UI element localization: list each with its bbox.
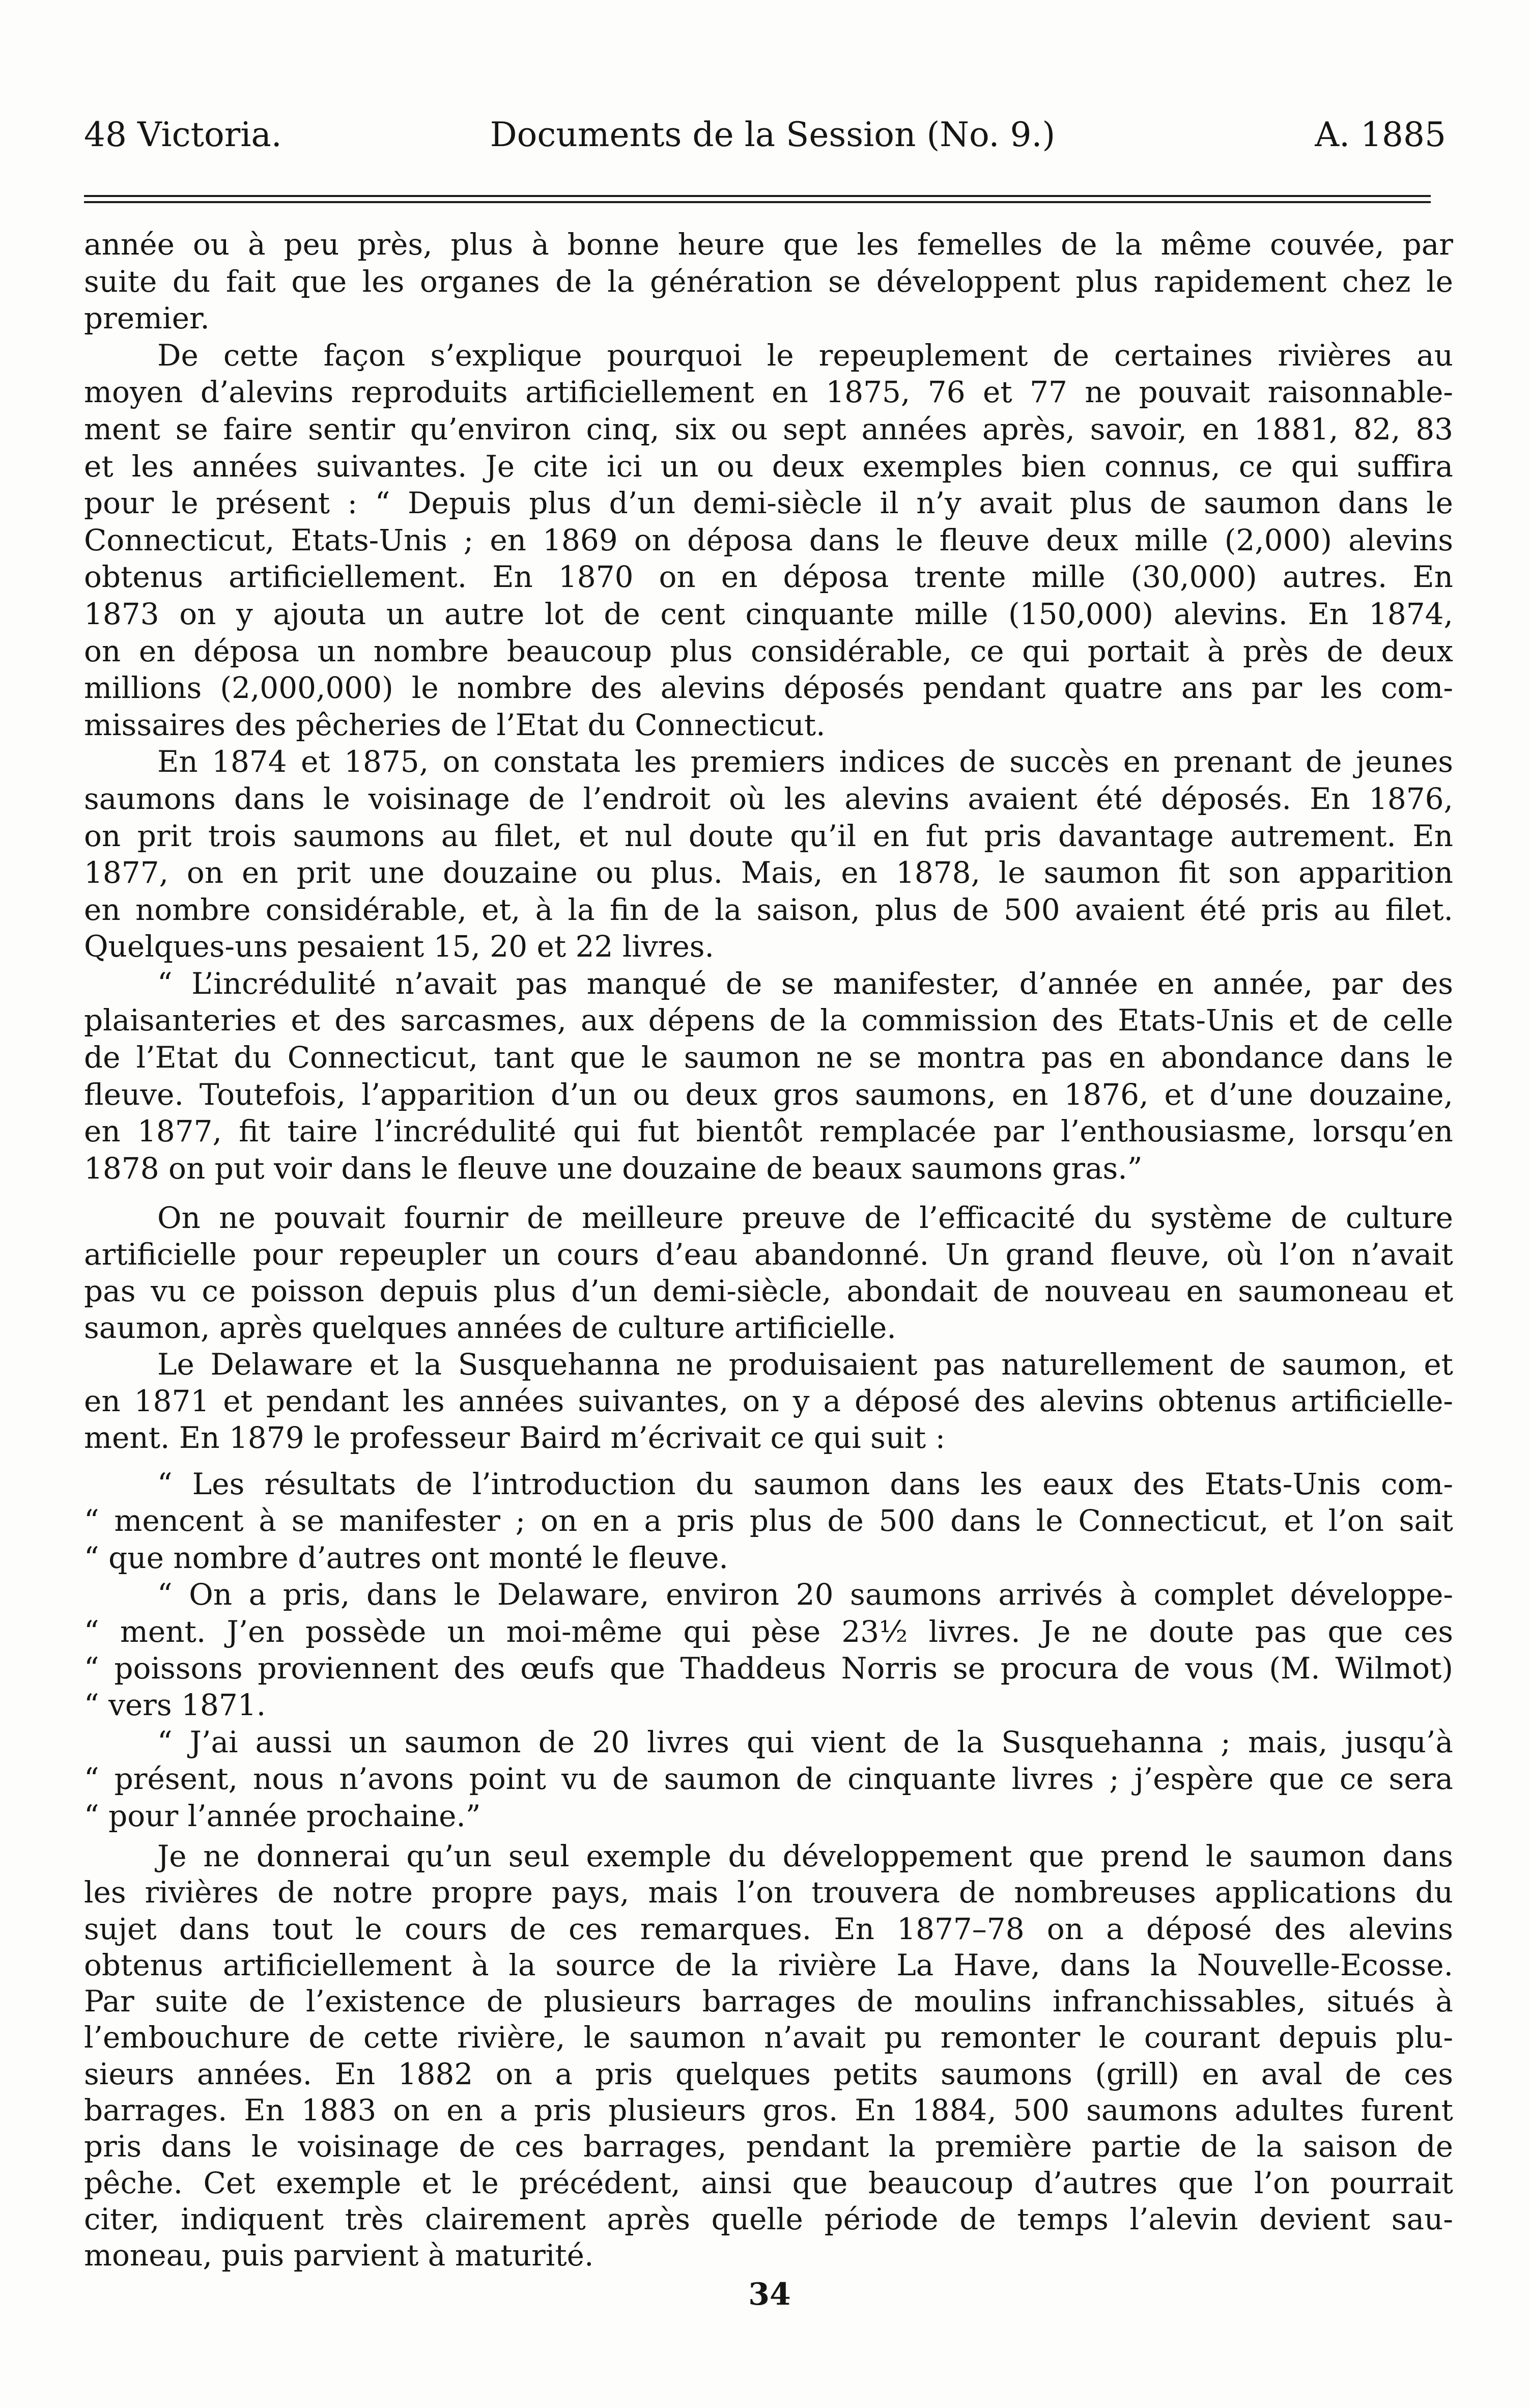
text-line: Je ne donnerai qu’un seul exemple du développement que prend le saumon dans (157, 1839, 1453, 1873)
text-line: 1878 on put voir dans le fleuve une douzaine de beaux saumons gras.” (84, 1151, 1143, 1186)
text-line: fleuve. Toutefois, l’apparition d’un ou deux gros saumons, en 1876, et d’une douzaine, (84, 1077, 1453, 1112)
text-line: artificielle pour repeupler un cours d’eau abandonné. Un grand fleuve, où l’on n’avait (84, 1237, 1453, 1272)
text-line: citer, indiquent très clairement après quelle période de temps l’alevin devient sau- (84, 2201, 1453, 2236)
text-line: missaires des pêcheries de l’Etat du Connecticut. (84, 707, 826, 742)
text-line: et les années suivantes. Je cite ici un ou deux exemples bien connus, ce qui suffira (84, 449, 1453, 484)
text-line: en 1871 et pendant les années suivantes, on y a déposé des alevins obtenus artificielle- (84, 1384, 1453, 1418)
text-line: “ poissons proviennent des œufs que Thaddeus Norris se procura de vous (M. Wilmot) (84, 1651, 1453, 1686)
text-line: plaisanteries et des sarcasmes, aux dépens de la commission des Etats-Unis et de celle (84, 1003, 1453, 1038)
text-line: l’embouchure de cette rivière, le saumon n’avait pu remonter le courant depuis plu- (84, 2020, 1453, 2055)
text-line: on prit trois saumons au filet, et nul doute qu’il en fut pris davantage autrement. En (84, 818, 1453, 853)
text-line: sujet dans tout le cours de ces remarques. En 1877–78 on a déposé des alevins (84, 1911, 1453, 1946)
text-line: obtenus artificiellement à la source de la rivière La Have, dans la Nouvelle-Ecosse. (84, 1947, 1453, 1982)
paragraph (84, 1724, 1453, 1834)
text-line: pour le présent : “ Depuis plus d’un demi-siècle il n’y avait plus de saumon dans le (84, 486, 1453, 521)
text-line: pas vu ce poisson depuis plus d’un demi-siècle, abondait de nouveau en saumoneau et (84, 1274, 1453, 1308)
paragraph (84, 226, 1453, 337)
paragraph (84, 1838, 1453, 2274)
page-number: 34 (748, 2277, 791, 2312)
text-line: “ J’ai aussi un saumon de 20 livres qui vient de la Susquehanna ; mais, jusqu’à (157, 1724, 1453, 1759)
text-line: Connecticut, Etats-Unis ; en 1869 on déposa dans le fleuve deux mille (2,000) alevins (84, 522, 1453, 557)
text-section (84, 1838, 1453, 2274)
text-line: Quelques-uns pesaient 15, 20 et 22 livres. (84, 929, 714, 964)
text-line: année ou à peu près, plus à bonne heure que les femelles de la même couvée, par (84, 227, 1453, 262)
text-line: ment se faire sentir qu’environ cinq, six ou sept années après, savoir, en 1881, 82, 83 (84, 411, 1453, 446)
text-line: “ ment. J’en possède un moi-même qui pèse 23½ livres. Je ne doute pas que ces (84, 1614, 1453, 1649)
paragraph (84, 965, 1453, 1187)
text-line: de l’Etat du Connecticut, tant que le saumon ne se montra pas en abondance dans le (84, 1040, 1453, 1075)
text-line: Par suite de l’existence de plusieurs barrages de moulins infranchissables, situés à (84, 1984, 1453, 2019)
text-line: En 1874 et 1875, on constata les premiers indices de succès en prenant de jeunes (157, 744, 1453, 779)
text-line: premier. (84, 301, 210, 336)
text-line: sieurs années. En 1882 on a pris quelques petits saumons (grill) en aval de ces (84, 2056, 1453, 2091)
paragraph (84, 1346, 1453, 1456)
text-line: moneau, puis parvient à maturité. (84, 2238, 594, 2273)
paragraph (84, 1466, 1453, 1576)
text-line: “ Les résultats de l’introduction du saumon dans les eaux des Etats-Unis com- (157, 1467, 1453, 1501)
paragraph (84, 743, 1453, 965)
text-line: pêche. Cet exemple et le précédent, ainsi que beaucoup d’autres que l’on pourrait (84, 2165, 1453, 2200)
text-line: ment. En 1879 le professeur Baird m’écrivait ce qui suit : (84, 1420, 946, 1455)
text-line: “ L’incrédulité n’avait pas manqué de se manifester, d’année en année, par des (157, 966, 1453, 1001)
text-line: en nombre considérable, et, à la fin de la saison, plus de 500 avaient été pris au filet. (84, 892, 1453, 927)
text-line: suite du fait que les organes de la génération se développent plus rapidement chez le (84, 264, 1453, 299)
text-line: saumons dans le voisinage de l’endroit où les alevins avaient été déposés. En 1876, (84, 781, 1453, 816)
text-line: “ que nombre d’autres ont monté le fleuve. (84, 1540, 728, 1575)
text-line: 1877, on en prit une douzaine ou plus. Mais, en 1878, le saumon fit son apparition (84, 855, 1453, 890)
text-line: “ pour l’année prochaine.” (84, 1798, 481, 1833)
text-line: moyen d’alevins reproduits artificiellement en 1875, 76 et 77 ne pouvait raisonnable- (84, 375, 1453, 410)
paragraph (84, 1576, 1453, 1724)
paragraph (84, 1199, 1453, 1346)
text-line: pris dans le voisinage de ces barrages, pendant la première partie de la saison de (84, 2129, 1453, 2164)
text-line: “ mencent à se manifester ; on en a pris plus de 500 dans le Connecticut, et l’on sait (84, 1503, 1453, 1538)
quoted-letter-section (84, 1466, 1453, 1834)
text-line: De cette façon s’explique pourquoi le repeuplement de certaines rivières au (157, 338, 1453, 373)
header-year: A. 1885 (1315, 115, 1446, 154)
text-line: On ne pouvait fournir de meilleure preuve de l’efficacité du système de culture (157, 1200, 1453, 1235)
header-title: Documents de la Session (No. 9.) (490, 115, 1056, 154)
text-section (84, 226, 1453, 1187)
text-line: “ On a pris, dans le Delaware, environ 20 saumons arrivés à complet développe- (157, 1577, 1453, 1612)
paragraph (84, 337, 1453, 744)
text-section (84, 1199, 1453, 1456)
text-line: saumon, après quelques années de culture artificielle. (84, 1310, 896, 1345)
text-line: obtenus artificiellement. En 1870 on en déposa trente mille (30,000) autres. En (84, 559, 1453, 595)
text-line: “ vers 1871. (84, 1688, 266, 1723)
text-line: on en déposa un nombre beaucoup plus considérable, ce qui portait à près de deux (84, 633, 1453, 668)
text-line: 1873 on y ajouta un autre lot de cent cinquante mille (150,000) alevins. En 1874, (84, 596, 1453, 631)
text-line: Le Delaware et la Susquehanna ne produisaient pas naturellement de saumon, et (157, 1347, 1453, 1382)
text-line: en 1877, fit taire l’incrédulité qui fut bientôt remplacée par l’enthousiasme, lorsqu’en (84, 1114, 1453, 1149)
text-line: “ présent, nous n’avons point vu de saumon de cinquante livres ; j’espère que ce sera (84, 1761, 1453, 1797)
text-line: les rivières de notre propre pays, mais l’on trouvera de nombreuses applications du (84, 1875, 1453, 1910)
text-line: millions (2,000,000) le nombre des alevins déposés pendant quatre ans par les com- (84, 670, 1453, 706)
text-line: barrages. En 1883 on en a pris plusieurs gros. En 1884, 500 saumons adultes furent (84, 2093, 1453, 2128)
header-volume: 48 Victoria. (84, 115, 282, 154)
